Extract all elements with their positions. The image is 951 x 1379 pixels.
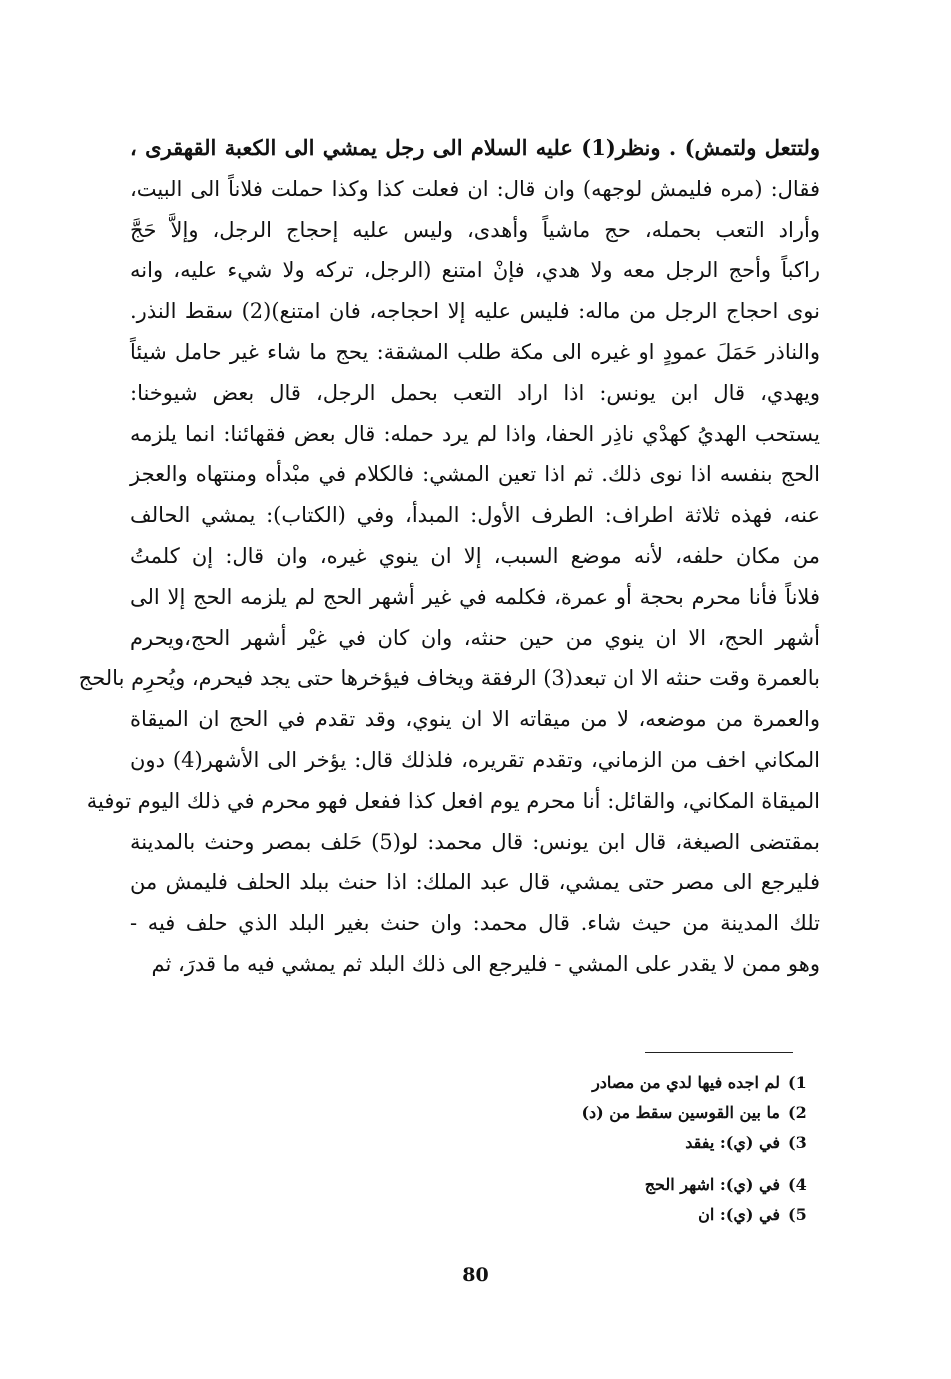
footnote-text: في (ي): اشهر الحج — [644, 1175, 780, 1194]
text-line: والعمرة من موضعه، لا من ميقاته الا ان ينوي، وقد تقدم في الحج ان الميقاة — [130, 707, 820, 732]
footnote-item — [508, 1098, 808, 1128]
footnote-text: لم اجده فيها لدي من مصادر — [592, 1073, 780, 1092]
text-line: فلاناً فأنا محرم بحجة أو عمرة، فكلمه في غير أشهر الحج لم يلزمه الحج إلا الى — [130, 584, 820, 609]
text-line: ويهدي، قال ابن يونس: اذا اراد التعب بحمل الرجل، قال بعض شيوخنا: — [130, 380, 820, 405]
footnote-number: 3) — [788, 1133, 807, 1152]
footnote-text: ما بين القوسين سقط من (د) — [581, 1103, 780, 1122]
text-line: المكاني اخف من الزماني، وتقدم تقريره، فلذلك قال: يؤخر الى الأشهر(4) دون — [130, 747, 820, 772]
text-line: والناذر حَمَلَ عمودٍ او غيره الى مكة طلب المشقة: يحج ما شاء غير حامل شيئاً — [130, 339, 820, 364]
footnote-separator — [645, 1052, 793, 1053]
text-line: راكباً وأحج الرجل معه ولا هدي، فإنْ امتنع (الرجل، تركه ولا شيء عليه، وانه — [130, 258, 820, 283]
text-line: وأراد التعب بحمله، حج ماشياً وأهدى، وليس عليه إحجاج الرجل، وإلاَّ حَجَّ — [130, 217, 820, 242]
footnote-item — [508, 1128, 808, 1158]
text-line: الحج بنفسه اذا نوى ذلك. ثم اذا تعين المشي: فالكلام في مبْدأه ومنتهاه والعجز — [130, 462, 820, 487]
footnote-number: 2) — [788, 1103, 807, 1122]
footnote-text: في (ي): ان — [698, 1205, 780, 1224]
page-number: 80 — [462, 1264, 489, 1286]
footnote-item — [508, 1170, 808, 1200]
text-line: عنه، فهذه ثلاثة اطراف: الطرف الأول: المبدأ، وفي (الكتاب): يمشي الحالف — [130, 503, 820, 528]
text-line: وهو ممن لا يقدر على المشي - فليرجع الى ذلك البلد ثم يمشي فيه ما قدرَ، ثم — [151, 951, 820, 976]
footnote-number: 5) — [788, 1205, 807, 1224]
text-line: بمقتضى الصيغة، قال ابن يونس: قال محمد: لو(5) حَلف بمصر وحنث بالمدينة — [130, 829, 820, 854]
text-line: ولتتعل ولتمش) . ونظر(1) عليه السلام الى رجل يمشي الى الكعبة القهقرى ، — [130, 135, 820, 160]
text-line: من مكان حلفه، لأنه موضع السبب، إلا ان ينوي غيره، وان قال: إن كلمتُ — [130, 543, 820, 568]
footnote-text: في (ي): يفقد — [685, 1133, 780, 1152]
text-line: أشهر الحج، الا ان ينوي من حين حنثه، وان كان في غيْر أشهر الحج،ويحرم — [130, 625, 820, 650]
text-line: الميقاة المكاني، والقائل: أنا محرم يوم افعل كذا ففعل فهو محرم في ذلك اليوم توفية — [86, 788, 820, 813]
footnote-item — [508, 1068, 808, 1098]
footnote-number: 1) — [788, 1073, 807, 1092]
text-line: بالعمرة وقت حنثه الا ان تبعد(3) الرفقة ويخاف فيؤخرها حتى يجد فيحرم، ويُحرِم بالحج — [78, 666, 820, 691]
text-line: تلك المدينة من حيث شاء. قال محمد: وان حنث بغير البلد الذي حلف فيه - — [130, 911, 820, 936]
text-line: نوى احجاج الرجل من ماله: فليس عليه إلا احجاجه، فان امتنع)(2) سقط النذر. — [130, 299, 820, 324]
main-text — [78, 128, 820, 985]
text-line: فقال: (مره فليمش لوجهه) وان قال: ان فعلت كذا وكذا حملت فلاناً الى البيت، — [130, 176, 820, 201]
footnotes — [508, 1068, 808, 1230]
footnote-number: 4) — [788, 1175, 807, 1194]
footnote-item — [508, 1200, 808, 1230]
text-line: فليرجع الى مصر حتى يمشي، قال عبد الملك: اذا حنث ببلد الحلف فليمش من — [130, 870, 820, 895]
text-line: يستحب الهديُ كهدْي ناذِر الحفا، واذا لم يرد حمله: قال بعض فقهائنا: انما يلزمه — [130, 421, 820, 446]
